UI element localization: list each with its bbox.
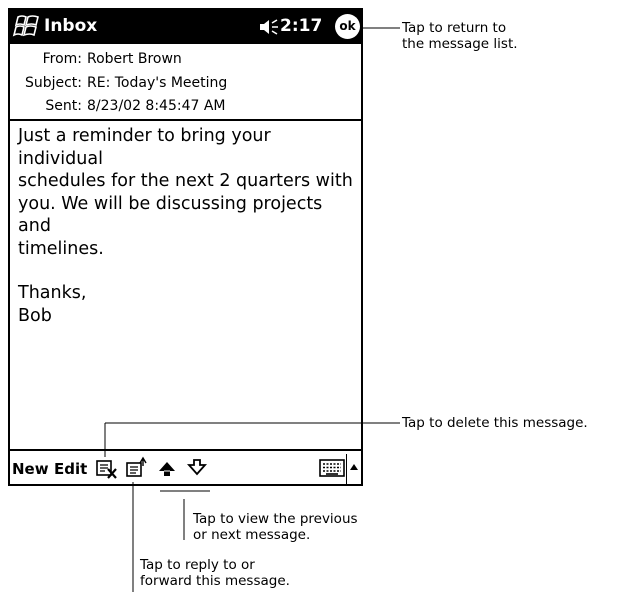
message-body[interactable]: [18, 125, 356, 327]
subject-row: [10, 72, 227, 94]
input-panel-divider: [346, 454, 347, 484]
delete-message-icon[interactable]: [96, 456, 118, 480]
callout-line: forward this message.: [140, 573, 290, 589]
callout-line: Tap to return to: [402, 20, 507, 36]
subject-label: Subject:: [24, 75, 82, 91]
body-closing: Thanks,: [18, 283, 87, 303]
reply-forward-icon[interactable]: [126, 456, 148, 480]
up-arrow-icon[interactable]: [349, 462, 359, 472]
callout-line: Tap to delete this message.: [402, 415, 588, 431]
new-menu[interactable]: New: [12, 460, 49, 478]
ok-button[interactable]: ok: [335, 14, 360, 39]
window-title: Inbox: [44, 16, 98, 36]
callout-delete: [402, 415, 588, 431]
from-label: From:: [42, 51, 82, 67]
callout-line: Tap to reply to or: [140, 557, 255, 573]
callout-line: Tap to view the previous: [193, 511, 358, 527]
body-line: Just a reminder to bring your individual: [18, 126, 271, 169]
keyboard-icon[interactable]: [319, 459, 345, 477]
body-line: you. We will be discussing projects and: [18, 193, 323, 236]
clock[interactable]: 2:17: [280, 16, 323, 36]
body-line: schedules for the next 2 quarters with: [18, 171, 353, 191]
previous-message-icon[interactable]: [156, 456, 178, 480]
header-divider: [10, 119, 361, 121]
callout-line: or next message.: [193, 527, 311, 543]
callout-ok-button: [402, 20, 518, 52]
body-signature: Bob: [18, 305, 52, 326]
from-value: Robert Brown: [87, 51, 182, 67]
device-screen: [8, 8, 363, 486]
callout-line: the message list.: [402, 36, 518, 52]
body-line: timelines.: [18, 238, 104, 259]
windows-flag-icon[interactable]: [12, 13, 42, 41]
sent-label: Sent:: [45, 98, 82, 114]
edit-menu[interactable]: Edit: [54, 460, 88, 478]
subject-value: RE: Today's Meeting: [87, 75, 228, 91]
next-message-icon[interactable]: [186, 456, 208, 480]
sent-value: 8/23/02 8:45:47 AM: [87, 98, 226, 114]
callout-reply-forward: [140, 557, 290, 589]
callout-previous-next: [193, 511, 358, 543]
body-spacer: [18, 260, 356, 282]
from-row: [10, 48, 182, 70]
toolbar-divider: [10, 449, 361, 451]
title-bar: [10, 10, 361, 44]
speaker-icon[interactable]: [258, 18, 280, 36]
sent-row: [10, 95, 226, 117]
